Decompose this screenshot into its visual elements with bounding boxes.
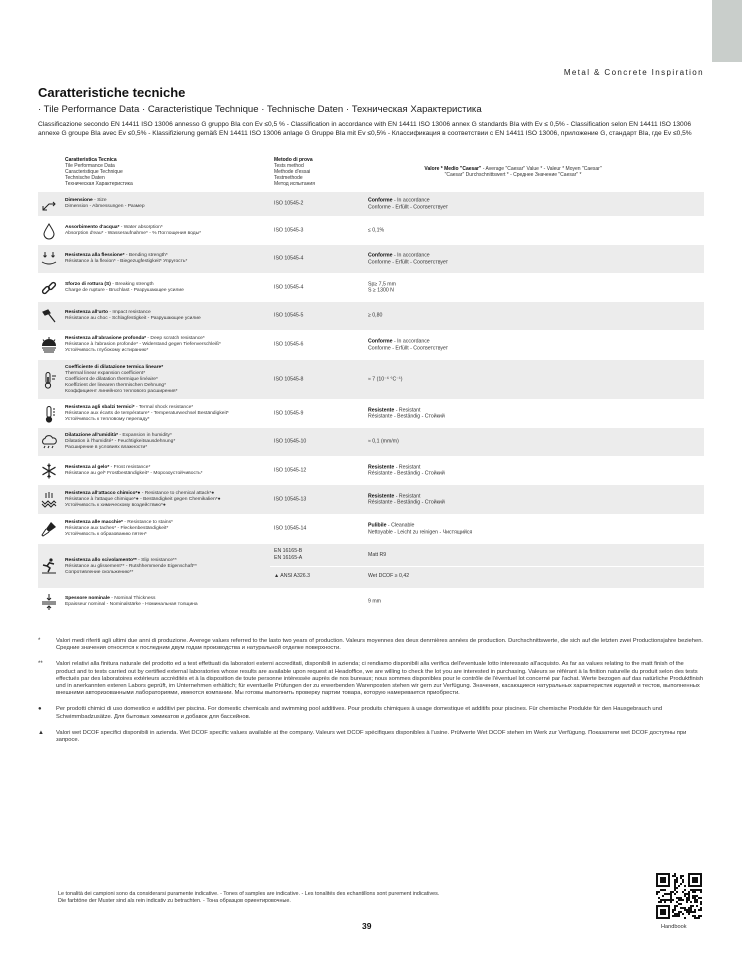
table-row — [38, 428, 704, 456]
humidity-cloud-icon — [40, 433, 58, 451]
water-drop-icon — [40, 222, 58, 240]
row-method: EN 16165-B EN 16165-A — [274, 548, 303, 561]
tone-disclaimer: Le tonalità dei campioni sono da considerarsi puramente indicative. - Tones of samples are indicative. - Les tonalités des echantillons sont purement indicatives. Die farbtöne der Muster sind als rein indicativ zu betrachten. - Тона образцов ориентировочные. — [58, 891, 440, 904]
breaking-link-icon — [40, 279, 58, 297]
footnote: ▲ Valori wet DCOF specifici disponibili in azienda. Wet DCOF specific values available at the company. Valeurs wet DCOF spécifiques disponibles à l'usine. Prüfwerte Wet DCOF stehen im Werk zur Verfügung. Показатели wet DCOF доступны при запросе. — [38, 729, 687, 744]
row-value: Resistente - Resistant Résistante - Beständig - Стойкий — [368, 463, 445, 477]
bending-strength-icon — [40, 250, 58, 268]
row-method: ▲ ANSI A326.3 — [274, 573, 310, 579]
table-row — [38, 588, 704, 616]
row-name: Coefficiente di dilatazione termica lineare* Thermal linear expansion coefficient* Coefficient de dilatation thermique linéaire* Koeffizient der linearen thermischen Dehnung* Коэффициент линейного теплового расширения* — [65, 364, 178, 394]
row-value: ≈ 0,1 (mm/m) — [368, 438, 399, 445]
row-name: Resistenza all'attacco chimico*● - Resistance to chemical attack*● Résistance à l'attaque chimique*● - Beständigkeit gegen Chemikalien*● Устойчивость к химическому воздействию*● — [65, 490, 221, 508]
table-row — [38, 456, 704, 485]
row-value: Conforme - In accordance Conforme - Erfüllt - Соответствует — [368, 338, 448, 351]
row-value: ≤ 0,1% — [368, 227, 385, 234]
table-row — [38, 245, 704, 273]
table-row — [38, 192, 704, 216]
row-name: Resistenza allo scivolamento** - Slip resistance** Résistance au glissement** - Rutshhemmende Eigenschaft** Сопротивление скольжению** — [65, 558, 197, 575]
table-row — [38, 273, 704, 302]
row-value: Conforme - In accordance Conforme - Erfüllt - Соответствует — [368, 197, 448, 210]
row-value: Wet DCOF ≥ 0,42 — [368, 573, 410, 579]
row-value: Pulibile - Cleanable Nettoyable - Leicht zu reinigen - Чистящийся — [368, 522, 473, 535]
handbook-label: Handbook — [661, 924, 687, 930]
row-value: ≥ 0,80 — [368, 312, 383, 319]
header-characteristic: Caratteristica Tecnica Tile Performance Data Caracteristique Technique Technische Daten Техническая Характеристика — [65, 157, 133, 187]
row-method: ISO 10545-4 — [274, 284, 304, 291]
slipping-person-icon — [40, 557, 58, 575]
row-method: ISO 10545-14 — [274, 525, 307, 532]
chemical-attack-icon — [40, 491, 58, 509]
footnote: ● Per prodotti chimici di uso domestico e additivi per piscina. For domestic chemicals and swimming pool additives. Pour produits chimiques à usage domestique et additifs pour piscines. Für chemische Produkte für den Hausgebrauch und Schwimmbadzusätze. Для бытовых химикатов и добавок для бассейнов. — [38, 706, 663, 720]
footnote: * Valori medi riferiti agli ultimi due anni di produzione. Averege values referred to the lasto two years of production. Valeurs moyennes des deux denrnières années de production. Durchschnittswerte, die sich auf die letzten zwei Productionsjahre beziehen. Средние значения относятся к последним двум годам производства и натуральной отделке поверхности. — [38, 638, 704, 652]
row-method: ISO 10545-3 — [274, 227, 304, 234]
row-value: Matt R9 — [368, 552, 387, 558]
table-row — [38, 330, 704, 360]
row-name: Resistenza all'abrasione profonda* - Deep scratch resistance* Résistance à l'abrasion profonde* - Widerstand gegen Tiefenverschleiß* Устойчивость глубокому истиранию* — [65, 336, 221, 353]
table-row — [38, 216, 704, 245]
table-row — [38, 485, 704, 514]
table-row — [38, 399, 704, 428]
row-method: ISO 10545-4 — [274, 255, 304, 262]
thickness-icon — [40, 593, 58, 611]
row-method: ISO 10545-2 — [274, 200, 304, 207]
footnotes — [38, 638, 704, 753]
row-name: Resistenza agli sbalzi termici* - Termal shock resistance* Résistance aux écarts de température* - Temperaturwechsel Beständigkeit* Устойчивость к тепловому перепаду* — [65, 404, 229, 422]
table-row — [38, 514, 704, 544]
table-row — [38, 302, 704, 330]
row-value: Conforme - In accordance Conforme - Erfüllt - Соответствует — [368, 252, 448, 265]
hammer-impact-icon — [40, 307, 58, 325]
qr-code[interactable] — [656, 873, 702, 919]
row-name: Resistenza alla flessione* - Bending strength* Résistance à la flexion* - Biegezugfestigkeit* Упругость* — [65, 253, 188, 264]
header-average-value: Valore * Medio "Caesar" - Average "Caesar" Value * - Valeur * Moyen "Caesar" "Caesar" Durchschnittswert * - Среднее Значение "Caesar" * — [424, 166, 602, 178]
table-row — [38, 544, 704, 588]
row-name: Resistenza all'urto - Impact resistance Résistance au choc - Schlagfestigkeit - Разрушающее усилие — [65, 310, 201, 321]
row-name: Sforzo di rottura (S) - Breaking strength Charge de rupture - Bruchlast - Разрушающее усилие — [65, 281, 184, 293]
collection-name: Metal & Concrete Inspiration — [563, 68, 704, 77]
row-value: 9 mm — [368, 598, 381, 605]
row-name: Resistenza al gelo* - Frost resistance* Résistance au gel* Frostbeständigkeit* - Морозоустойчивость* — [65, 464, 203, 476]
row-method: ISO 10545-10 — [274, 438, 307, 445]
thermal-expansion-icon — [40, 371, 58, 389]
page-title: Caratteristiche tecniche — [38, 85, 186, 100]
page-subtitle: · Tile Performance Data · Caracteristique Technique · Technische Daten · Техническая Характеристика — [38, 104, 482, 115]
thermometer-icon — [40, 405, 58, 423]
row-value: ≈ 7 (10⁻⁶ °C⁻¹) — [368, 376, 403, 383]
row-name: Spessore nominale - Nominal Thickness Epaisseur nominal - Nominalstärke - Номинальная толщина — [65, 596, 198, 607]
row-method: ISO 10545-6 — [274, 341, 304, 348]
page-number: 39 — [362, 921, 372, 931]
header-test-method: Metodo di prova Tests method Methode d'essai Testmethode Метод испытания — [274, 157, 315, 187]
footnote: ** Valori relativi alla finitura naturale del prodotto ed a test effettuati da laboratori esterni accreditati, disponibili in azienda; ci rendiamo disponibili alla verifica dell'eventuale lotto interessato all'acquisto. As far as values relating to the matt finish of the product and to tests carried out by certified external laboratories whose results are available upon request at Headoffice, we are willing to check the lot you are interested in purchasing. Valeurs se référant à la finition naturelle du produit selon des tests effectués par des laboratoires extérieurs accrédités et à la disposition de toute personne intéressée auprès de nos bureaux; nous sommes disponibles pour le contrôle de l'éventuel lot concerné par l'achat. Werte bezogen auf das natürliche Produktfinish und in anerkannten exteren Labors geprüft, im Unternehmen erhältich; für eventuelle Prüfungen der zu erwerbenden Warenposten stehen wir gern zur Verfügung. Значения, касающиеся натуральных характеристик изделий и тестов, выполненных внешними авторизованными лабораториями, имеются компании. Мы готовы выполнить проверку партии товара, которую намеревается приобрести. — [38, 661, 704, 697]
row-value: Sp≥ 7,5 mm S ≥ 1300 N — [368, 280, 396, 294]
stain-brush-icon — [40, 520, 58, 538]
corner-tab — [712, 0, 742, 62]
row-method: ISO 10545-13 — [274, 496, 307, 503]
row-method: ISO 10545-9 — [274, 410, 304, 417]
dimension-arrows-icon — [40, 195, 58, 213]
performance-table — [38, 152, 704, 616]
row-value: Resistente - Resistant Résistante - Beständig - Стойкий — [368, 492, 445, 506]
deep-abrasion-icon — [40, 336, 58, 354]
snowflake-icon — [40, 462, 58, 480]
row-name: Assorbimento d'acqua* - Water absorption* Absorption d'eau* - Wasseraufnahme* - % Поглощения воды* — [65, 224, 202, 236]
row-method: ISO 10545-5 — [274, 312, 304, 319]
table-header — [38, 152, 704, 192]
table-row — [38, 360, 704, 399]
row-method: ISO 10545-12 — [274, 467, 307, 474]
row-name: Dilatazione all'umidità* - Expansion in humidity* Dilatation à l'humidité* - Feuchtigkeitsausdehnung* Расширение в условиях влажности* — [65, 433, 176, 450]
row-divider — [270, 566, 704, 567]
row-name: Resistenza alle macchie* - Resistance to stains* Résistance aux taches* - Fleckenbeständigkeit* Устойчивость к образованию пятен* — [65, 520, 173, 537]
classification-intro: Classificazione secondo EN 14411 ISO 13006 annesso G gruppo BIa con Ev ≤0,5 % - Classification in accordance with EN 14411 ISO 13006 annex G standards BIa with Ev ≤ 0,5% - Classification selon EN 14411 ISO 13006 annexe G groupe BIa avec Ev ≤0,5% - Klassifizierung gemäß EN 14411 ISO 13006 anlage G Gruppe BIa mit Ev ≤0,5% - Классификация в соответствии с EN 14411 ISO 13006, приложение G, стандарт BIa, где Ev ≤0,5% — [38, 121, 692, 137]
row-name: Dimensione - Size Dimension - Abmessungen - Размер — [65, 198, 145, 209]
row-value: Resistente - Resistant Résistante - Beständig - Стойкий — [368, 406, 445, 420]
row-method: ISO 10545-8 — [274, 376, 304, 383]
